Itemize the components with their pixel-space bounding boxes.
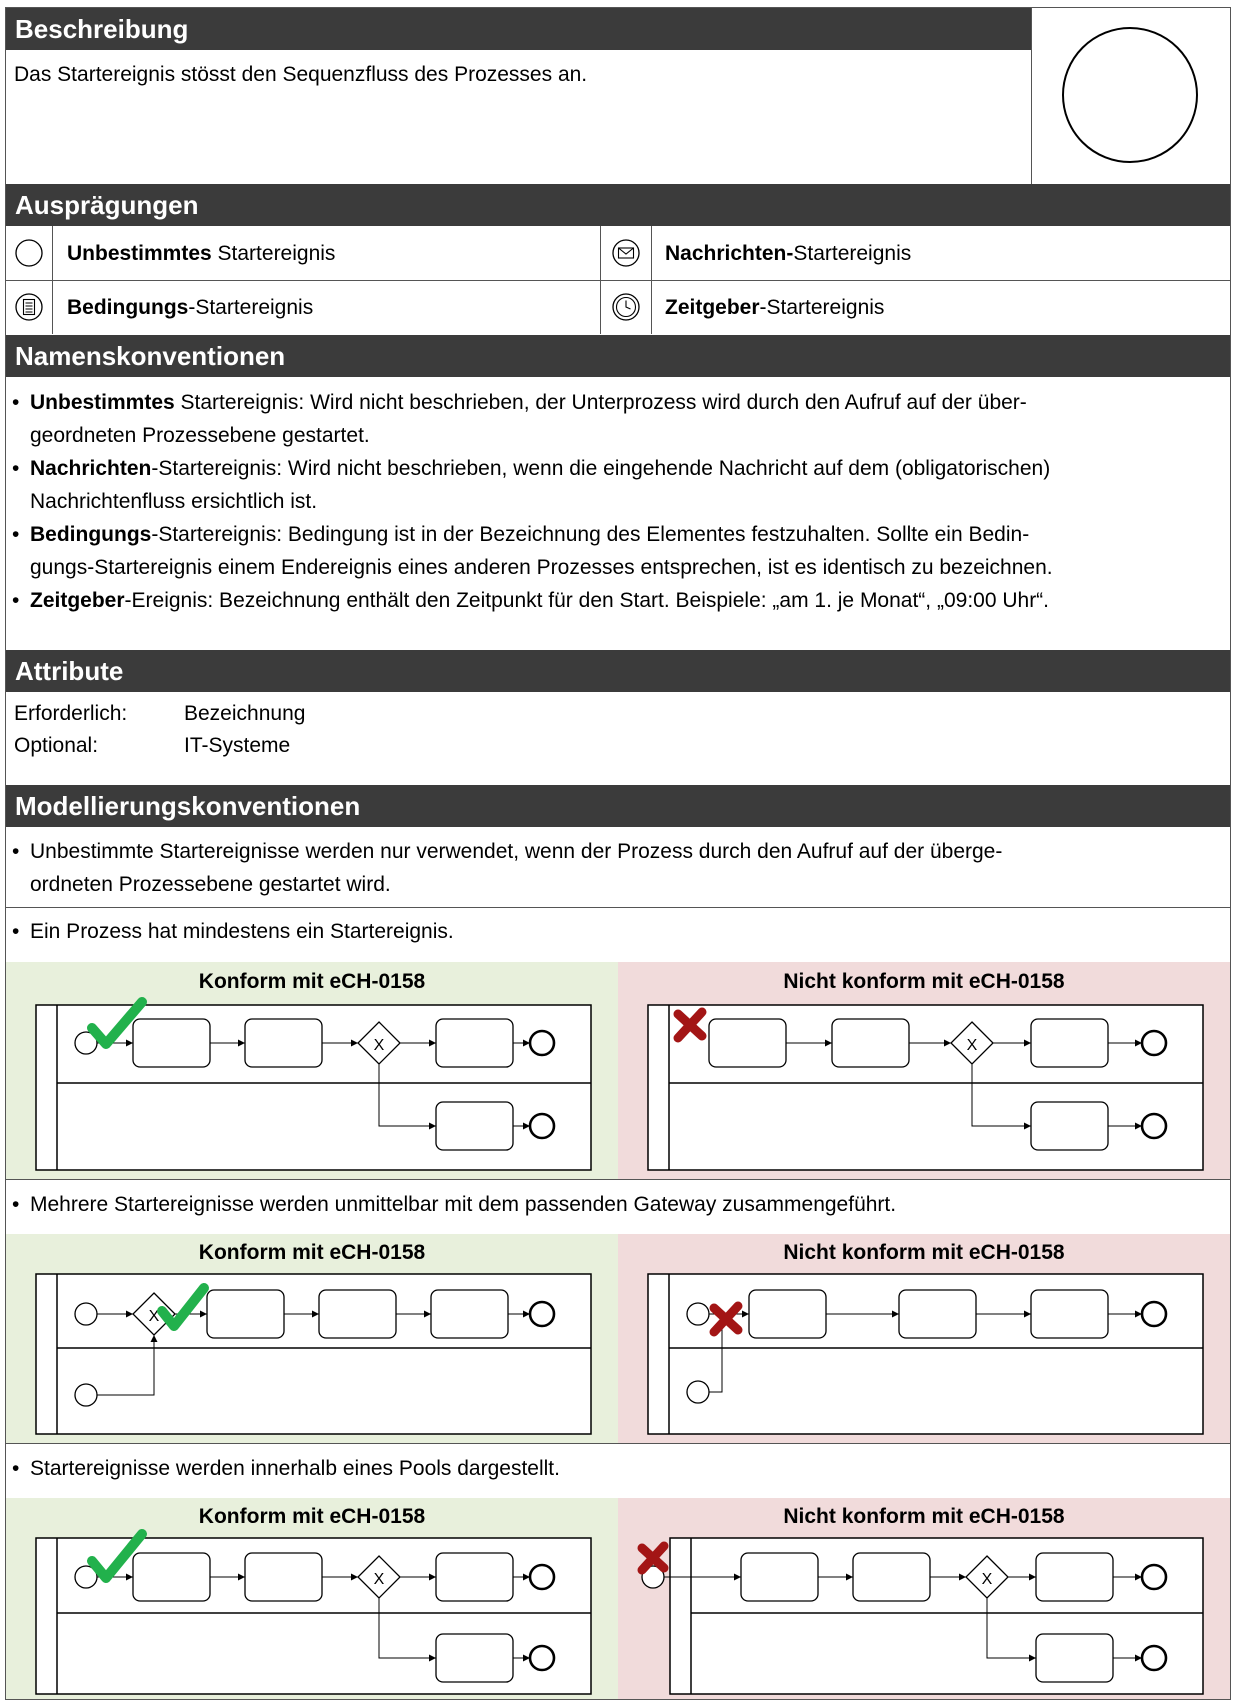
gateway-marker: X	[148, 1308, 160, 1325]
list-item: • Unbestimmte Startereignisse werden nur verwendet, wenn der Prozess durch den Aufruf auf der überge- ordneten Prozessebene gestartet wird.	[6, 835, 1230, 901]
nonconform-caption: Nicht konform mit eCH-0158	[783, 970, 1065, 993]
beschreibung-text: Das Startereignis stösst den Sequenzfluss des Prozesses an.	[14, 63, 588, 86]
nonconform-caption: Nicht konform mit eCH-0158	[783, 1241, 1065, 1264]
bpmn-diagram-conform-2	[36, 1274, 591, 1434]
bpmn-diagram-conform-1	[36, 1002, 591, 1170]
gateway-marker: X	[966, 1037, 978, 1054]
section-header-namenskonventionen: Namenskonventionen	[6, 335, 1230, 377]
section-header-auspraegungen: Ausprägungen	[6, 184, 1230, 226]
list-item: • Mehrere Startereignisse werden unmittelbar mit dem passenden Gateway zusammengeführt.	[6, 1188, 1230, 1221]
attribute-label-erforderlich: Erforderlich:	[14, 702, 128, 725]
bpmn-diagram-conform-3	[36, 1534, 591, 1694]
section-header-beschreibung: Beschreibung	[6, 8, 1031, 50]
auspraegung-bedingungs: Bedingungs-Startereignis	[67, 296, 314, 319]
conform-caption: Konform mit eCH-0158	[198, 1241, 426, 1264]
gateway-marker: X	[373, 1571, 385, 1588]
attribute-value-erforderlich: Bezeichnung	[184, 702, 306, 725]
list-item: • Nachrichten-Startereignis: Wird nicht beschrieben, wenn die eingehende Nachricht auf dem (obligatorischen) Nachrichtenfluss ersichtlich ist.	[6, 452, 1230, 518]
list-item: • Zeitgeber-Ereignis: Bezeichnung enthält den Zeitpunkt für den Start. Beispiele: „am 1. je Monat“, „09:00 Uhr“.	[6, 584, 1230, 617]
auspraegung-nachrichten: Nachrichten-Startereignis	[665, 242, 912, 265]
bpmn-diagram-nonconform-1	[648, 1005, 1203, 1170]
bpmn-diagram-nonconform-3	[642, 1538, 1203, 1694]
conform-caption: Konform mit eCH-0158	[198, 1505, 426, 1528]
bpmn-diagrams	[6, 8, 1230, 1699]
gateway-marker: X	[373, 1037, 385, 1054]
attribute-value-optional: IT-Systeme	[184, 734, 291, 757]
gateway-marker: X	[981, 1571, 993, 1588]
auspraegung-unbestimmt: Unbestimmtes Startereignis	[67, 242, 336, 265]
list-item: • Bedingungs-Startereignis: Bedingung ist in der Bezeichnung des Elementes festzuhalten. Sollte ein Bedin- gungs-Startereignis einem Endereignis eines anderen Prozesses entsprechen, ist es identisch zu bezeichnen.	[6, 518, 1230, 584]
nonconform-caption: Nicht konform mit eCH-0158	[783, 1505, 1065, 1528]
bpmn-diagram-nonconform-2	[648, 1274, 1203, 1434]
document-page	[5, 7, 1231, 1700]
list-item: • Startereignisse werden innerhalb eines Pools dargestellt.	[6, 1452, 1230, 1485]
conform-caption: Konform mit eCH-0158	[198, 970, 426, 993]
list-item: • Unbestimmtes Startereignis: Wird nicht beschrieben, der Unterprozess wird durch den Aufruf auf der über- geordneten Prozessebene gestartet.	[6, 386, 1230, 452]
auspraegung-zeitgeber: Zeitgeber-Startereignis	[665, 296, 885, 319]
attribute-label-optional: Optional:	[14, 734, 99, 757]
section-header-modellierungskonventionen: Modellierungskonventionen	[6, 785, 1230, 827]
section-header-attribute: Attribute	[6, 650, 1230, 692]
list-item: • Ein Prozess hat mindestens ein Startereignis.	[6, 915, 1230, 948]
